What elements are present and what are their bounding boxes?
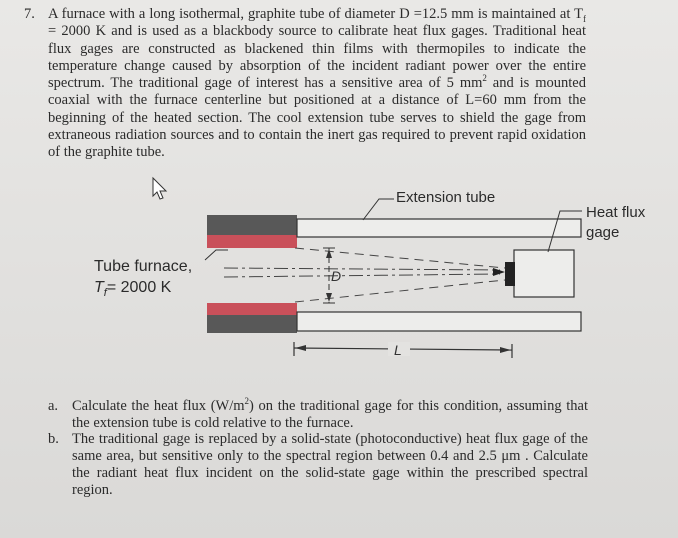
question-a-sup: 2 [244, 396, 250, 407]
length-label: L [394, 342, 402, 358]
diameter-label: D [331, 268, 342, 284]
extension-tube-upper-wall [297, 219, 581, 237]
heat-flux-label-line1: Heat flux [586, 204, 646, 221]
gage-housing [514, 250, 574, 297]
mouse-cursor-icon [153, 178, 166, 199]
tube-furnace-label: Tube furnace, [94, 258, 193, 275]
question-b [48, 431, 588, 499]
furnace-lower-dark-wall [207, 315, 297, 333]
temp-subscript: f [103, 287, 107, 299]
furnace-diagram [0, 170, 678, 370]
furnace-upper-graphite [207, 235, 297, 248]
heat-flux-label-line2: gage [586, 224, 620, 241]
statement-part-1: A furnace with a long isothermal, graphite tube of diameter D =12.5 mm is maintained at T [48, 6, 583, 22]
statement-subscript-f: f [583, 13, 586, 24]
question-a-part1: Calculate the heat flux (W/m [72, 398, 245, 414]
extension-tube-label: Extension tube [396, 189, 496, 206]
question-b-letter: b. [48, 431, 59, 447]
furnace-upper-dark-wall [207, 215, 297, 235]
question-a-letter: a. [48, 398, 59, 414]
problem-statement [48, 6, 586, 162]
temp-symbol: T [94, 279, 104, 296]
furnace-lower-graphite [207, 303, 297, 315]
problem-number: 7. [24, 6, 35, 22]
question-b-text: The traditional gage is replaced by a solid-state (photoconductive) heat flux gage of the same area, but sensitive only to the spectral region between 0.4 and 2.5 μm . Calculate the radiant heat flux incident on the solid-state gage within the prescribed spectral region. [72, 431, 588, 498]
temp-value: = 2000 K [106, 279, 172, 296]
statement-part-3: and is mounted coaxial with the furnace centerline but positioned at a distance of L=60 mm from the beginning of the heated section. The cool extension tube serves to shield the gage from extraneous radiation sources and to contain the inert gas required to prevent rapid oxidation of the graphite tube. [48, 75, 586, 161]
question-a-part2: ) on the traditional gage for this condition, assuming that the extension tube is cold relative to the furnace. [72, 398, 588, 431]
question-a-text [72, 398, 588, 432]
furnace-temperature-label [94, 279, 172, 299]
statement-part-2: = 2000 K and is used as a blackbody source to calibrate heat flux gages. Traditional heat flux gages are constructed as blackened thin films with thermopiles to indicate the temperature change caused by absorption of the incident radiant power over the entire spectrum. The traditional gage of interest has a sensitive area of 5 mm [48, 23, 586, 92]
gage-sensor [505, 262, 515, 286]
extension-tube-lower-wall [297, 312, 581, 331]
question-a [48, 398, 588, 432]
statement-superscript-2: 2 [482, 73, 487, 84]
